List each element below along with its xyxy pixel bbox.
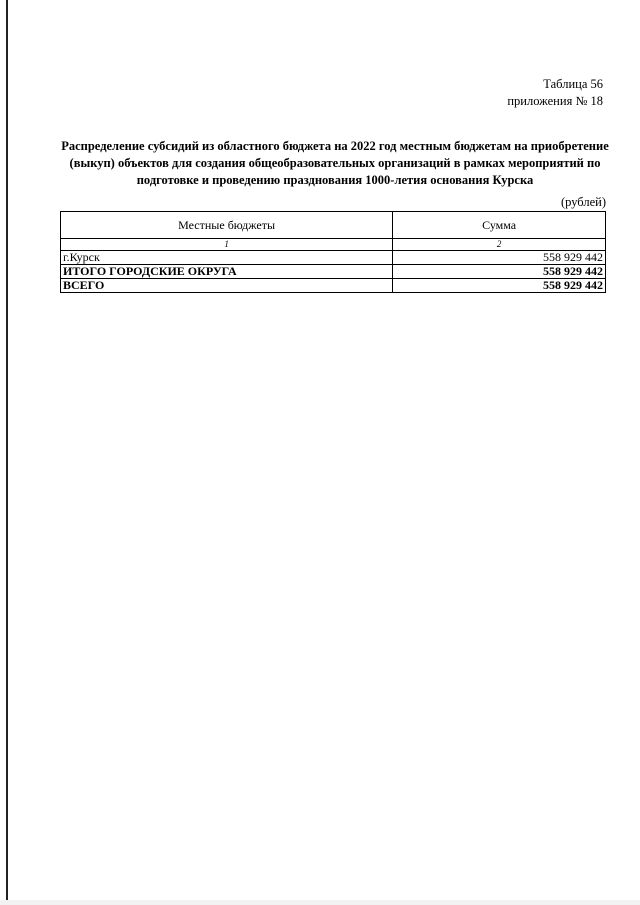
row-amount: 558 929 442 [393, 251, 606, 265]
row-amount: 558 929 442 [393, 265, 606, 279]
row-name: ИТОГО ГОРОДСКИЕ ОКРУГА [61, 265, 393, 279]
table-row [61, 279, 606, 293]
scan-left-edge [6, 0, 8, 905]
title-line: подготовке и проведению празднования 1000-летия основания Курска [136, 173, 534, 187]
unit-label: (рублей) [560, 195, 606, 209]
column-number-row [61, 239, 606, 251]
header-amount: Сумма [393, 212, 606, 239]
table-row [61, 265, 606, 279]
title-line: (выкуп) объектов для создания общеобразовательных организаций в рамках мероприятий по [69, 156, 601, 170]
scan-bottom-edge [0, 900, 640, 905]
table-row [61, 251, 606, 265]
header-local-budgets: Местные бюджеты [61, 212, 393, 239]
title-line: Распределение субсидий из областного бюджета на 2022 год местным бюджетам на приобретение [61, 139, 609, 153]
budget-table [60, 211, 606, 293]
column-number: 2 [393, 239, 606, 251]
table-header-row [61, 212, 606, 239]
row-name: ВСЕГО [61, 279, 393, 293]
row-name: г.Курск [61, 251, 393, 265]
table-number: Таблица 56 [543, 77, 603, 91]
appendix-reference: приложения № 18 [507, 94, 603, 108]
document-title [60, 138, 610, 189]
row-amount: 558 929 442 [393, 279, 606, 293]
column-number: 1 [61, 239, 393, 251]
table-reference [507, 76, 603, 110]
